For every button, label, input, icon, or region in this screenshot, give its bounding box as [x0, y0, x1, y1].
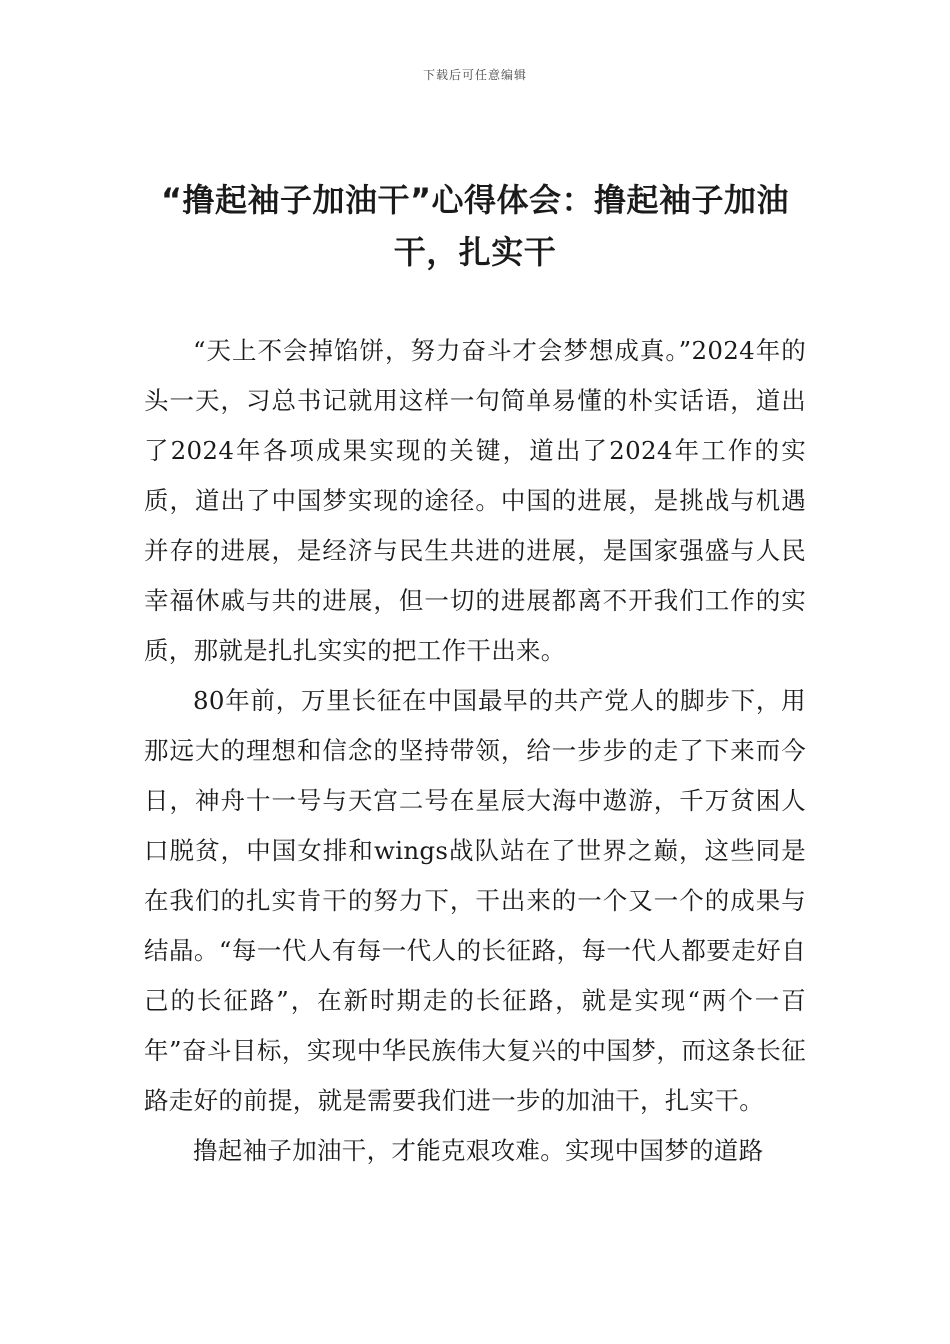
- paragraph-1: “天上不会掉馅饼，努力奋斗才会梦想成真。”2024年的头一天，习总书记就用这样一句简单易懂的朴实话语，道出了2024年各项成果实现的关键，道出了2024年工作的实质，道出了中国梦实现的途径。中国的进展，是挑战与机遇并存的进展，是经济与民生共进的进展，是国家强盛与人民幸福休戚与共的进展，但一切的进展都离不开我们工作的实质，那就是扎扎实实的把工作干出来。: [144, 336, 806, 665]
- paragraph-2: 80年前，万里长征在中国最早的共产党人的脚步下，用那远大的理想和信念的坚持带领，给一步步的走了下来而今日，神舟十一号与天宫二号在星辰大海中遨游，千万贫困人口脱贫，中国女排和wings战队站在了世界之巅，这些同是在我们的扎实肯干的努力下，干出来的一个又一个的成果与结晶。“每一代人有每一代人的长征路，每一代人都要走好自己的长征路”，在新时期走的长征路，就是实现“两个一百年”奋斗目标，实现中华民族伟大复兴的中国梦，而这条长征路走好的前提，就是需要我们进一步的加油干，扎实干。: [144, 686, 806, 1115]
- document-body: [144, 326, 806, 1176]
- document-title: “撸起袖子加油干”心得体会：撸起袖子加油干，扎实干: [160, 181, 790, 271]
- page-header-note: 下载后可任意编辑: [422, 68, 527, 82]
- paragraph-3: 撸起袖子加油干，才能克艰攻难。实现中国梦的道路: [193, 1136, 764, 1165]
